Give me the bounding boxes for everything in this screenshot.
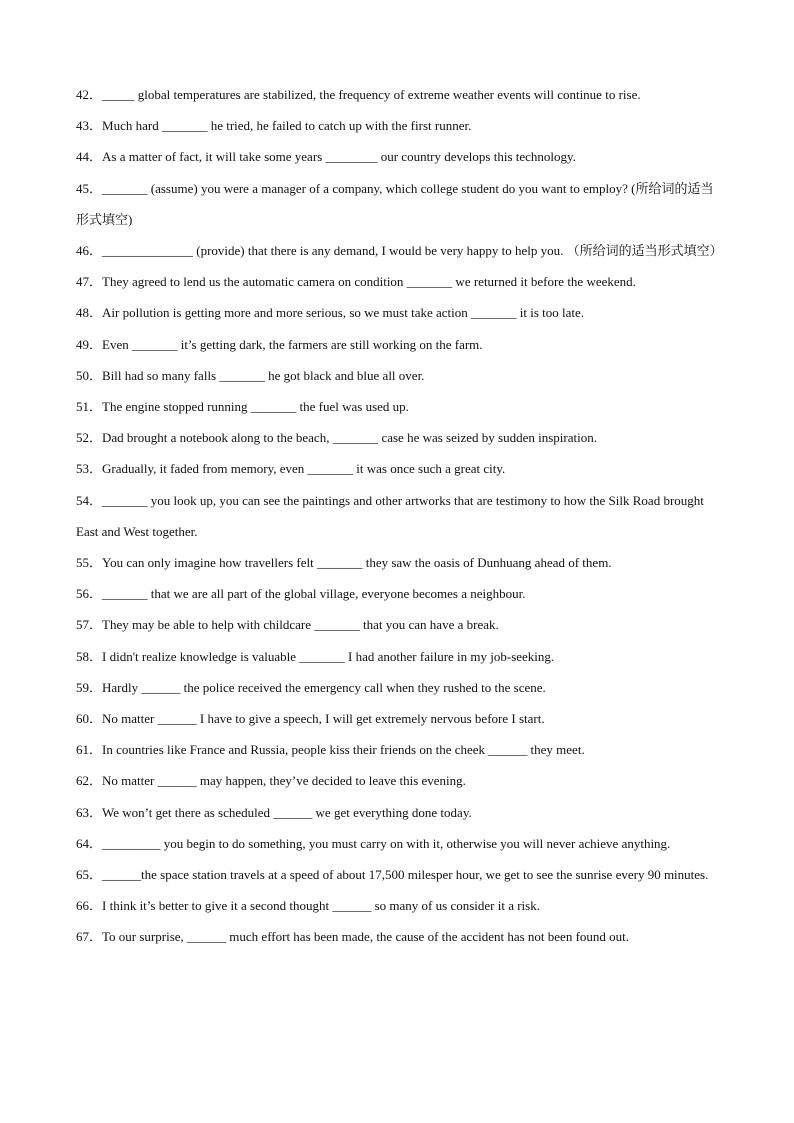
question-52 (76, 422, 724, 453)
question-51 (76, 391, 724, 422)
question-61 (76, 734, 724, 765)
question-number: 45． (76, 180, 103, 196)
question-number: 52． (76, 430, 103, 446)
question-text: We won’t get there as scheduled ______ we get everything done today. (102, 804, 472, 820)
question-number: 63． (76, 804, 103, 820)
question-text: You can only imagine how travellers felt _______ they saw the oasis of Dunhuang ahead of them. (102, 555, 612, 571)
question-text: Gradually, it faded from memory, even _______ it was once such a great city. (102, 461, 506, 477)
question-text: In countries like France and Russia, people kiss their friends on the cheek ______ they meet. (102, 742, 585, 758)
question-text: No matter ______ I have to give a speech, I will get extremely nervous before I start. (102, 711, 545, 727)
question-text: ______the space station travels at a speed of about 17,500 milesper hour, we get to see the sunrise every 90 minutes. (102, 867, 709, 883)
question-44 (76, 141, 724, 172)
question-53 (76, 453, 724, 484)
question-48 (76, 297, 724, 328)
question-50 (76, 360, 724, 391)
question-65 (76, 859, 724, 890)
question-number: 57． (76, 617, 103, 633)
question-number: 59． (76, 679, 103, 695)
question-45 (76, 173, 724, 235)
question-58 (76, 641, 724, 672)
question-55 (76, 547, 724, 578)
question-number: 44． (76, 149, 103, 165)
question-number: 51． (76, 399, 103, 415)
question-text: Air pollution is getting more and more serious, so we must take action _______ it is too late. (102, 305, 585, 321)
question-number: 46． (76, 243, 103, 259)
question-60 (76, 703, 724, 734)
question-number: 42． (76, 87, 103, 102)
question-54 (76, 485, 724, 547)
question-66 (76, 890, 724, 921)
question-46 (76, 235, 724, 266)
question-number: 60． (76, 711, 103, 727)
question-text: I didn't realize knowledge is valuable _______ I had another failure in my job-seeking. (102, 648, 555, 664)
question-number: 58． (76, 648, 103, 664)
question-number: 61． (76, 742, 103, 758)
question-text: _______ (assume) you were a manager of a company, which college student do you want to employ? (所给词的适当形式填空) (76, 180, 714, 227)
question-number: 49． (76, 336, 103, 352)
question-text: _______ that we are all part of the global village, everyone becomes a neighbour. (102, 586, 526, 602)
question-57 (76, 609, 724, 640)
question-text: They may be able to help with childcare _______ that you can have a break. (102, 617, 499, 633)
question-number: 54． (76, 492, 103, 508)
question-text: _________ you begin to do something, you must carry on with it, otherwise you will never achieve anything. (102, 835, 671, 851)
question-text: Bill had so many falls _______ he got black and blue all over. (102, 367, 425, 383)
question-62 (76, 765, 724, 796)
question-59 (76, 672, 724, 703)
question-number: 50． (76, 367, 103, 383)
question-42 (76, 79, 724, 110)
question-number: 66． (76, 898, 103, 914)
question-number: 55． (76, 555, 103, 571)
question-number: 47． (76, 274, 103, 290)
question-text: Dad brought a notebook along to the beach, _______ case he was seized by sudden inspiration. (102, 430, 597, 446)
question-text: Much hard _______ he tried, he failed to catch up with the first runner. (102, 118, 472, 134)
question-56 (76, 578, 724, 609)
question-text: The engine stopped running _______ the fuel was used up. (102, 399, 409, 415)
question-text: To our surprise, ______ much effort has been made, the cause of the accident has not been found out. (102, 929, 630, 945)
question-47 (76, 266, 724, 297)
question-number: 43． (76, 118, 103, 134)
question-43 (76, 110, 724, 141)
question-text: Hardly ______ the police received the emergency call when they rushed to the scene. (102, 679, 546, 695)
question-67 (76, 921, 724, 952)
question-number: 56． (76, 586, 103, 602)
question-number: 64． (76, 835, 103, 851)
question-text: They agreed to lend us the automatic camera on condition _______ we returned it before the weekend. (102, 274, 636, 290)
question-number: 65． (76, 867, 103, 883)
question-49 (76, 329, 724, 360)
question-number: 48． (76, 305, 103, 321)
question-text: No matter ______ may happen, they’ve decided to leave this evening. (102, 773, 466, 789)
question-text: _______ you look up, you can see the paintings and other artworks that are testimony to how the Silk Road brought East and West together. (76, 492, 704, 539)
question-64 (76, 828, 724, 859)
question-text: Even _______ it’s getting dark, the farmers are still working on the farm. (102, 336, 483, 352)
question-text: As a matter of fact, it will take some years ________ our country develops this technology. (102, 149, 576, 165)
question-number: 62． (76, 773, 103, 789)
question-text: ______________ (provide) that there is any demand, I would be very happy to help you. （所给词的适当形式填空） (102, 243, 723, 259)
question-number: 53． (76, 461, 103, 477)
question-text: I think it’s better to give it a second thought ______ so many of us consider it a risk. (102, 898, 540, 914)
question-text: _____ global temperatures are stabilized, the frequency of extreme weather events will continue to rise. (102, 87, 641, 102)
question-63 (76, 797, 724, 828)
question-number: 67． (76, 929, 103, 945)
